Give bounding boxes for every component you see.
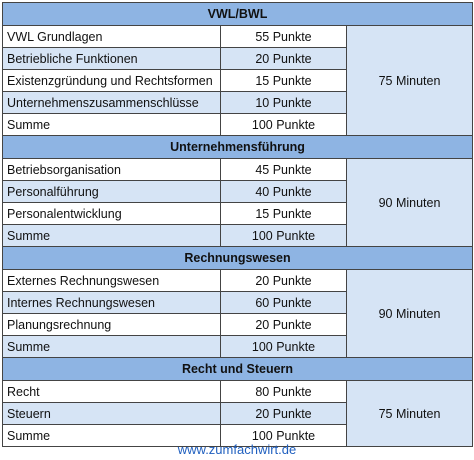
- row-topic: Summe: [3, 114, 221, 136]
- row-points: 60 Punkte: [221, 292, 347, 314]
- table-row: [3, 270, 473, 292]
- row-points: 100 Punkte: [221, 336, 347, 358]
- section-duration: 90 Minuten: [347, 159, 473, 247]
- row-topic: Steuern: [3, 403, 221, 425]
- row-topic: Summe: [3, 336, 221, 358]
- row-points: 100 Punkte: [221, 225, 347, 247]
- row-points: 15 Punkte: [221, 203, 347, 225]
- section-header: [3, 3, 473, 26]
- row-topic: Unternehmenszusammenschlüsse: [3, 92, 221, 114]
- section-duration: 90 Minuten: [347, 270, 473, 358]
- row-points: 20 Punkte: [221, 48, 347, 70]
- row-points: 15 Punkte: [221, 70, 347, 92]
- row-points: 20 Punkte: [221, 270, 347, 292]
- table-row: [3, 381, 473, 403]
- exam-table-body: [3, 3, 473, 447]
- row-topic: VWL Grundlagen: [3, 26, 221, 48]
- row-topic: Summe: [3, 225, 221, 247]
- section-title: Rechnungswesen: [3, 247, 473, 270]
- row-points: 100 Punkte: [221, 114, 347, 136]
- section-duration: 75 Minuten: [347, 26, 473, 136]
- section-title: Recht und Steuern: [3, 358, 473, 381]
- row-topic: Summe: [3, 425, 221, 447]
- section-duration: 75 Minuten: [347, 381, 473, 447]
- row-points: 80 Punkte: [221, 381, 347, 403]
- section-header: [3, 247, 473, 270]
- row-topic: Personalführung: [3, 181, 221, 203]
- row-points: 45 Punkte: [221, 159, 347, 181]
- row-topic: Externes Rechnungswesen: [3, 270, 221, 292]
- row-topic: Betriebliche Funktionen: [3, 48, 221, 70]
- section-header: [3, 136, 473, 159]
- row-topic: Planungsrechnung: [3, 314, 221, 336]
- row-topic: Personalentwicklung: [3, 203, 221, 225]
- row-points: 20 Punkte: [221, 403, 347, 425]
- section-title: Unternehmensführung: [3, 136, 473, 159]
- row-points: 55 Punkte: [221, 26, 347, 48]
- row-points: 40 Punkte: [221, 181, 347, 203]
- row-points: 20 Punkte: [221, 314, 347, 336]
- row-topic: Recht: [3, 381, 221, 403]
- row-points: 10 Punkte: [221, 92, 347, 114]
- exam-table: [2, 2, 473, 447]
- row-points: 100 Punkte: [221, 425, 347, 447]
- row-topic: Betriebsorganisation: [3, 159, 221, 181]
- row-topic: Internes Rechnungswesen: [3, 292, 221, 314]
- section-header: [3, 358, 473, 381]
- row-topic: Existenzgründung und Rechtsformen: [3, 70, 221, 92]
- footer-website: www.zumfachwirt.de: [177, 442, 297, 457]
- section-title: VWL/BWL: [3, 3, 473, 26]
- table-row: [3, 26, 473, 48]
- table-row: [3, 159, 473, 181]
